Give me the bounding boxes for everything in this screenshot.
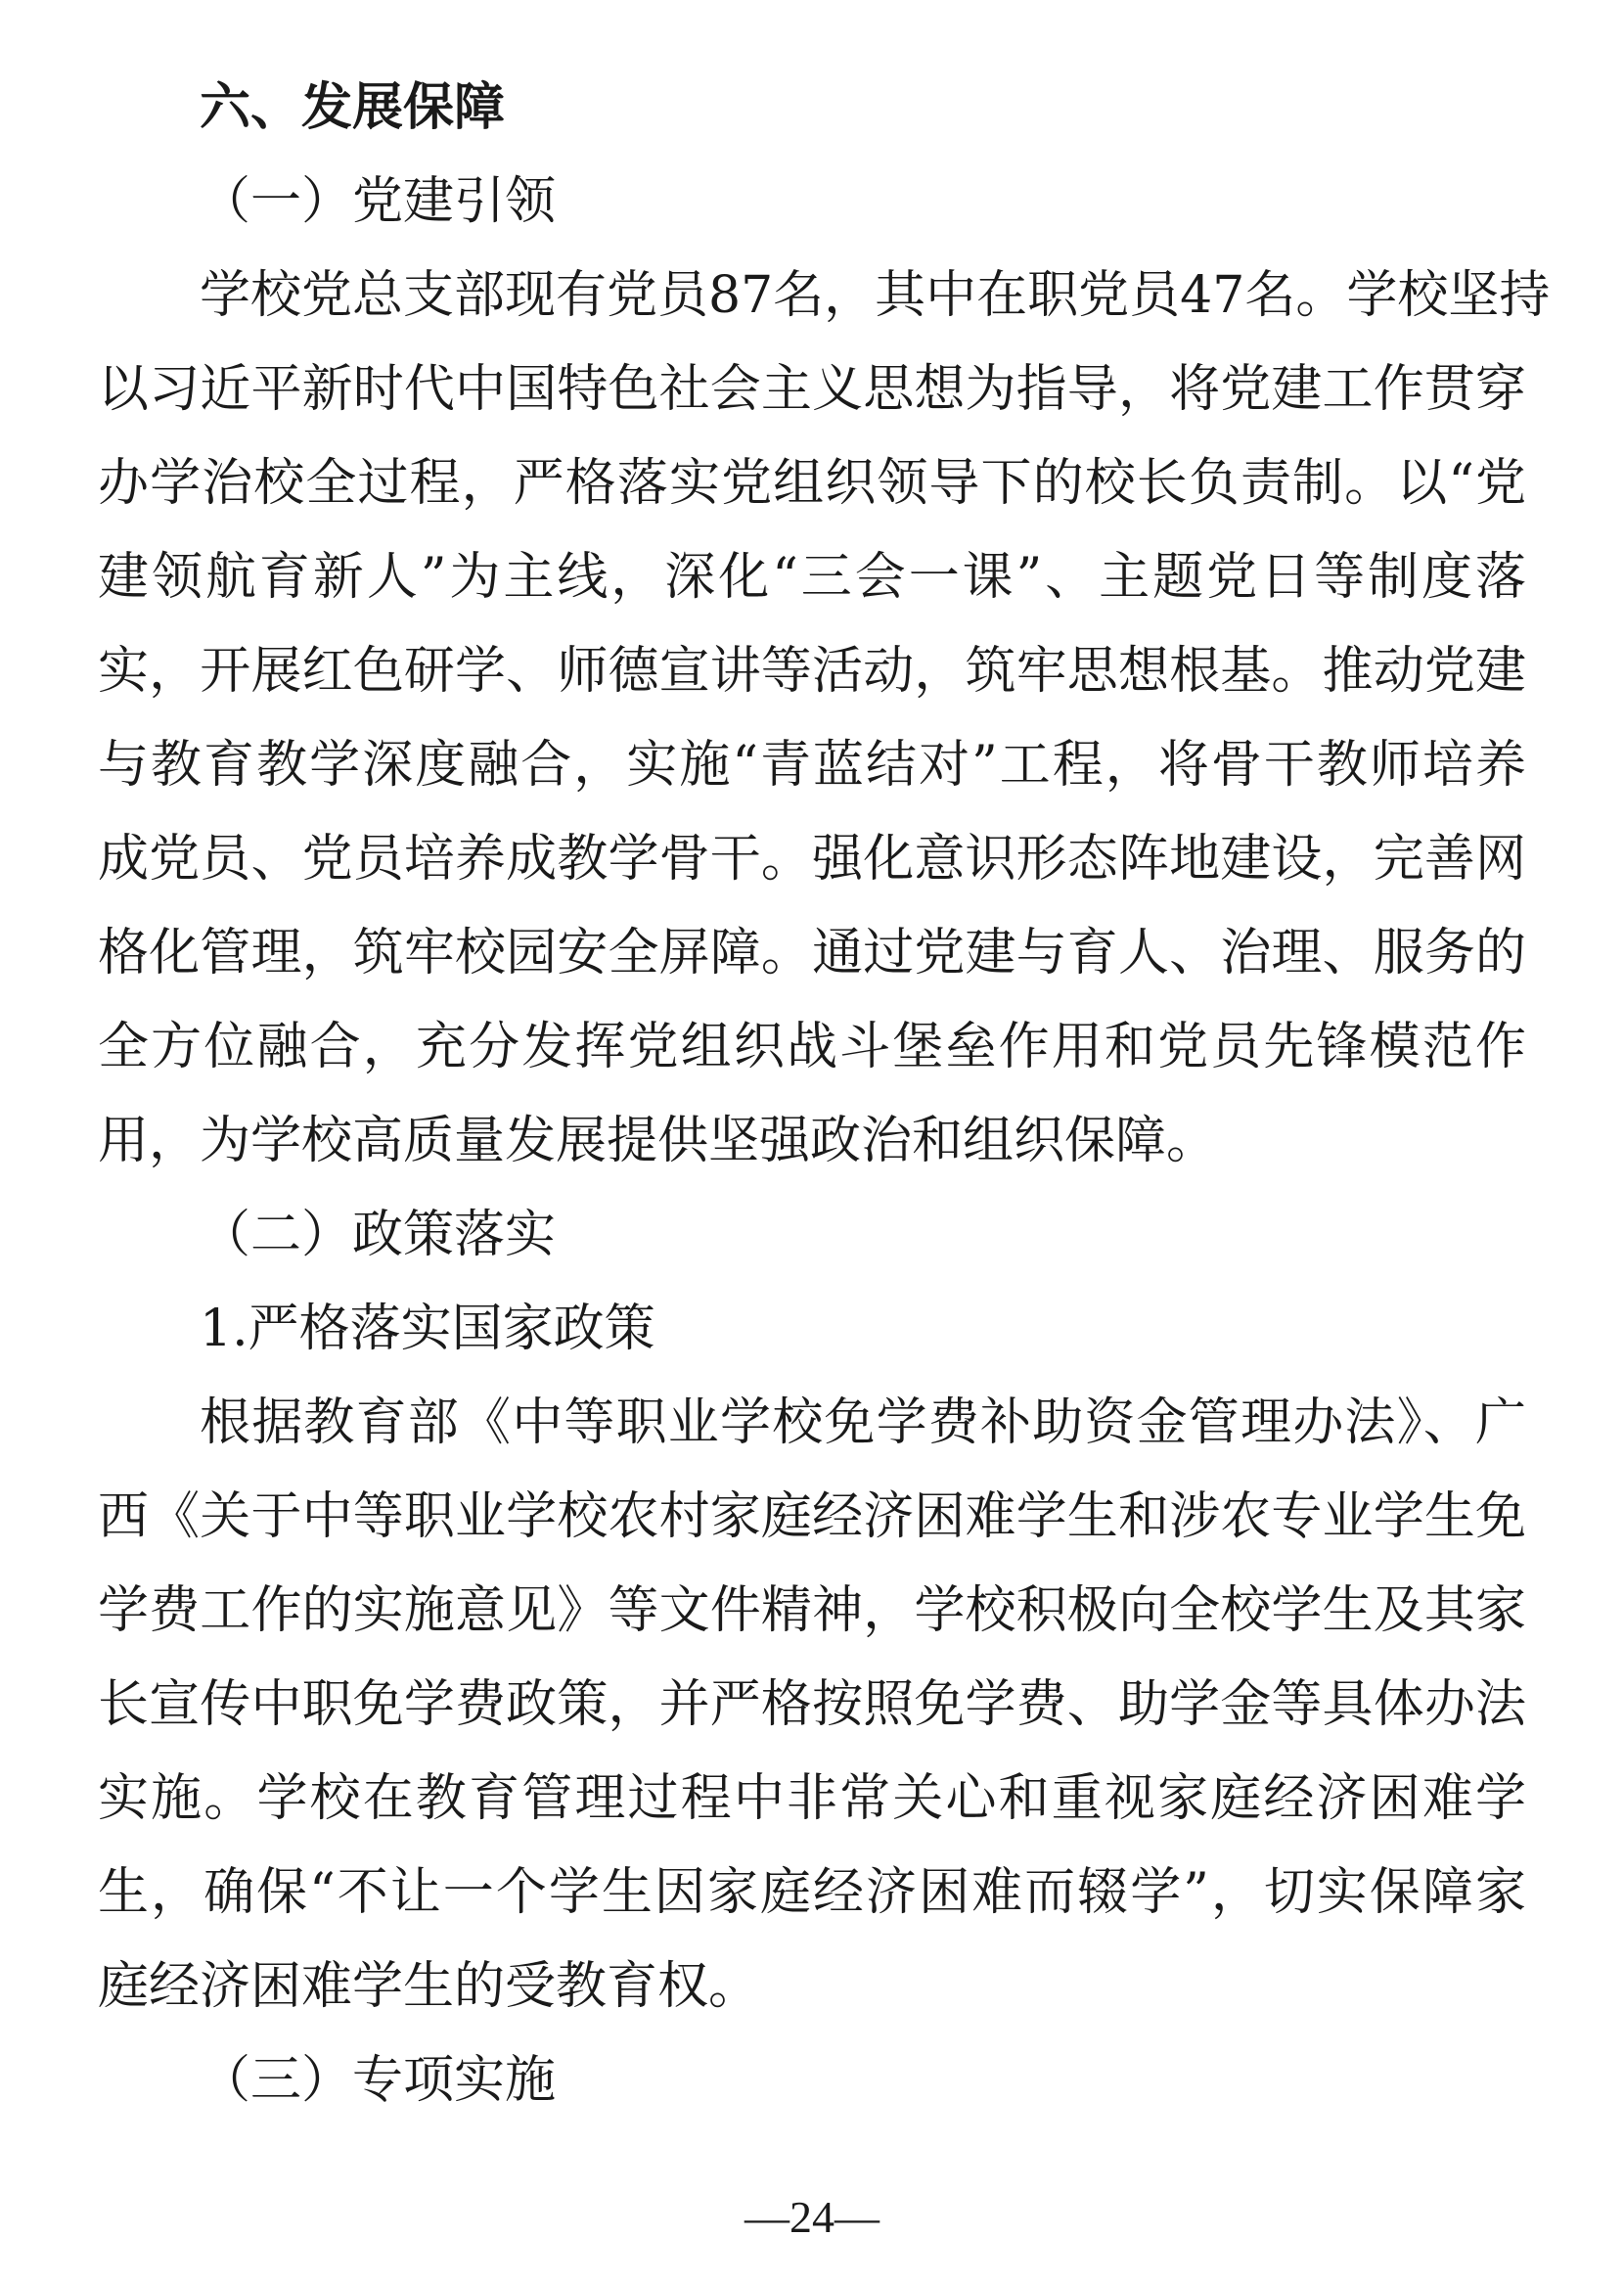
paragraph-line: 学费工作的实施意见》等文件精神，学校积极向全校学生及其家 bbox=[98, 1581, 1526, 1640]
paragraph-line: 西《关于中等职业学校农村家庭经济困难学生和涉农专业学生免 bbox=[98, 1487, 1526, 1546]
paragraph-line: 生，确保“不让一个学生因家庭经济困难而辍学”，切实保障家 bbox=[98, 1863, 1526, 1922]
paragraph-line: 格化管理，筑牢校园安全屏障。通过党建与育人、治理、服务的 bbox=[98, 924, 1526, 982]
page-number: —24— bbox=[744, 2192, 880, 2242]
paragraph-line: 根据教育部《中等职业学校免学费补助资金管理办法》、广 bbox=[200, 1393, 1526, 1452]
subsection-heading-policy: （二）政策落实 bbox=[200, 1206, 557, 1264]
paragraph-party-building bbox=[98, 249, 1551, 1188]
page-content bbox=[98, 61, 1551, 2127]
paragraph-line-last: 用，为学校高质量发展提供坚强政治和组织保障。 bbox=[98, 1112, 1218, 1170]
subsection-heading-special-implementation: （三）专项实施 bbox=[200, 2051, 557, 2110]
paragraph-line: 与教育教学深度融合，实施“青蓝结对”工程，将骨干教师培养 bbox=[98, 736, 1526, 795]
subsection-heading-party-building: （一）党建引领 bbox=[200, 172, 557, 231]
paragraph-line-last: 庭经济困难学生的受教育权。 bbox=[98, 1957, 760, 2016]
section-heading: 六、发展保障 bbox=[200, 78, 506, 137]
paragraph-line: 成党员、党员培养成教学骨干。强化意识形态阵地建设，完善网 bbox=[98, 830, 1526, 889]
paragraph-line: 办学治校全过程，严格落实党组织领导下的校长负责制。以“党 bbox=[98, 454, 1526, 513]
paragraph-policy bbox=[98, 1376, 1526, 2033]
paragraph-line: 长宣传中职免学费政策，并严格按照免学费、助学金等具体办法 bbox=[98, 1675, 1526, 1734]
paragraph-line: 实，开展红色研学、师德宣讲等活动，筑牢思想根基。推动党建 bbox=[98, 642, 1526, 701]
item-heading-national-policy: 1.严格落实国家政策 bbox=[200, 1300, 655, 1358]
paragraph-line: 全方位融合，充分发挥党组织战斗堡垒作用和党员先锋模范作 bbox=[98, 1018, 1526, 1076]
paragraph-line: 实施。学校在教育管理过程中非常关心和重视家庭经济困难学 bbox=[98, 1769, 1526, 1828]
paragraph-line: 以习近平新时代中国特色社会主义思想为指导，将党建工作贯穿 bbox=[98, 360, 1526, 419]
paragraph-line: 学校党总支部现有党员87名，其中在职党员47名。学校坚持 bbox=[200, 266, 1551, 325]
paragraph-line: 建领航育新人”为主线，深化“三会一课”、主题党日等制度落 bbox=[98, 548, 1526, 607]
